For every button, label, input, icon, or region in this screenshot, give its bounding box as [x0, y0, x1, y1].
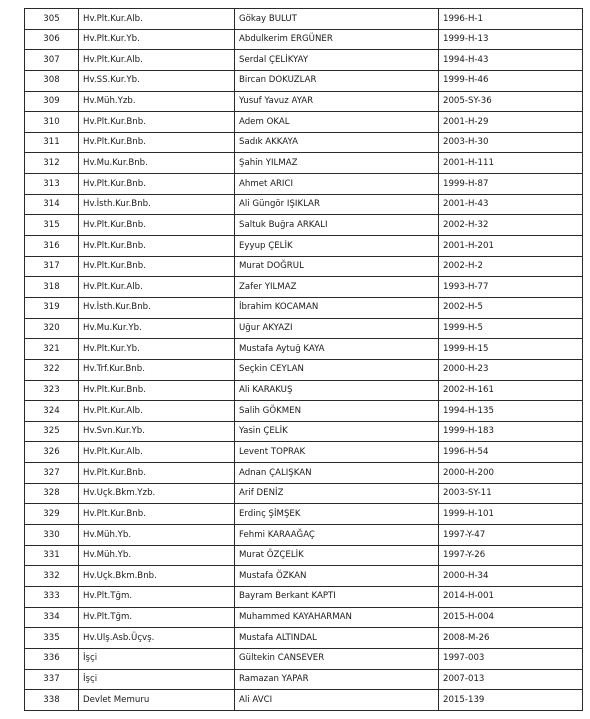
table-row — [25, 380, 583, 401]
name-cell: Fehmi KARAAĞAÇ — [235, 525, 439, 546]
rank-cell: Hv.Plt.Kur.Alb. — [79, 442, 235, 463]
row-number-cell: 327 — [25, 463, 79, 484]
rank-cell: Hv.Plt.Kur.Alb. — [79, 9, 235, 30]
registry-number-cell: 1994-H-43 — [439, 50, 583, 71]
registry-number-cell: 2001-H-111 — [439, 153, 583, 174]
registry-number-cell: 2014-H-001 — [439, 586, 583, 607]
table-row — [25, 607, 583, 628]
name-cell: Mustafa ÖZKAN — [235, 566, 439, 587]
table-row — [25, 442, 583, 463]
registry-number-cell: 2002-H-2 — [439, 256, 583, 277]
table-row — [25, 669, 583, 690]
name-cell: Ali Güngör IŞIKLAR — [235, 194, 439, 215]
name-cell: Yusuf Yavuz AYAR — [235, 91, 439, 112]
rank-cell: Hv.Plt.Tğm. — [79, 607, 235, 628]
registry-number-cell: 1999-H-183 — [439, 421, 583, 442]
table-row — [25, 50, 583, 71]
name-cell: Gökay BULUT — [235, 9, 439, 30]
table-row — [25, 236, 583, 257]
name-cell: Gültekin CANSEVER — [235, 648, 439, 669]
rank-cell: Hv.Ulş.Asb.Üçvş. — [79, 628, 235, 649]
row-number-cell: 321 — [25, 339, 79, 360]
table-row — [25, 545, 583, 566]
row-number-cell: 310 — [25, 112, 79, 133]
registry-number-cell: 2015-H-004 — [439, 607, 583, 628]
name-cell: Yasin ÇELİK — [235, 421, 439, 442]
table-row — [25, 215, 583, 236]
name-cell: Abdulkerim ERGÜNER — [235, 29, 439, 50]
registry-number-cell: 2000-H-23 — [439, 359, 583, 380]
name-cell: Saltuk Buğra ARKALI — [235, 215, 439, 236]
row-number-cell: 305 — [25, 9, 79, 30]
name-cell: Salih GÖKMEN — [235, 401, 439, 422]
table-row — [25, 194, 583, 215]
rank-cell: Hv.Plt.Kur.Yb. — [79, 29, 235, 50]
table-row — [25, 421, 583, 442]
rank-cell: Devlet Memuru — [79, 690, 235, 711]
registry-number-cell: 1994-H-135 — [439, 401, 583, 422]
name-cell: Ali AVCI — [235, 690, 439, 711]
row-number-cell: 322 — [25, 359, 79, 380]
table-row — [25, 690, 583, 711]
registry-number-cell: 2003-H-30 — [439, 132, 583, 153]
row-number-cell: 309 — [25, 91, 79, 112]
name-cell: Ramazan YAPAR — [235, 669, 439, 690]
name-cell: Adem OKAL — [235, 112, 439, 133]
registry-number-cell: 1997-Y-47 — [439, 525, 583, 546]
name-cell: Muhammed KAYAHARMAN — [235, 607, 439, 628]
row-number-cell: 328 — [25, 483, 79, 504]
rank-cell: Hv.Mu.Kur.Yb. — [79, 318, 235, 339]
row-number-cell: 334 — [25, 607, 79, 628]
registry-number-cell: 2002-H-32 — [439, 215, 583, 236]
table-row — [25, 359, 583, 380]
row-number-cell: 313 — [25, 174, 79, 195]
rank-cell: Hv.Plt.Kur.Yb. — [79, 339, 235, 360]
row-number-cell: 338 — [25, 690, 79, 711]
rank-cell: Hv.Plt.Tğm. — [79, 586, 235, 607]
row-number-cell: 337 — [25, 669, 79, 690]
rank-cell: Hv.Müh.Yb. — [79, 545, 235, 566]
row-number-cell: 311 — [25, 132, 79, 153]
row-number-cell: 332 — [25, 566, 79, 587]
rank-cell: Hv.Uçk.Bkm.Yzb. — [79, 483, 235, 504]
table-row — [25, 483, 583, 504]
row-number-cell: 330 — [25, 525, 79, 546]
registry-number-cell: 2002-H-5 — [439, 297, 583, 318]
row-number-cell: 329 — [25, 504, 79, 525]
table-row — [25, 297, 583, 318]
table-row — [25, 277, 583, 298]
table-row — [25, 525, 583, 546]
rank-cell: Hv.Müh.Yzb. — [79, 91, 235, 112]
table-row — [25, 504, 583, 525]
rank-cell: Hv.Plt.Kur.Bnb. — [79, 174, 235, 195]
row-number-cell: 308 — [25, 70, 79, 91]
row-number-cell: 316 — [25, 236, 79, 257]
row-number-cell: 331 — [25, 545, 79, 566]
rank-cell: Hv.Mu.Kur.Bnb. — [79, 153, 235, 174]
name-cell: Bircan DOKUZLAR — [235, 70, 439, 91]
table-row — [25, 401, 583, 422]
name-cell: Murat ÖZÇELİK — [235, 545, 439, 566]
rank-cell: Hv.Plt.Kur.Bnb. — [79, 256, 235, 277]
row-number-cell: 324 — [25, 401, 79, 422]
registry-number-cell: 2001-H-201 — [439, 236, 583, 257]
table-row — [25, 586, 583, 607]
registry-number-cell: 1993-H-77 — [439, 277, 583, 298]
name-cell: Eyyup ÇELİK — [235, 236, 439, 257]
registry-number-cell: 2001-H-29 — [439, 112, 583, 133]
table-row — [25, 318, 583, 339]
rank-cell: Hv.Svn.Kur.Yb. — [79, 421, 235, 442]
name-cell: Bayram Berkant KAPTI — [235, 586, 439, 607]
name-cell: Erdinç ŞİMŞEK — [235, 504, 439, 525]
rank-cell: Hv.Plt.Kur.Bnb. — [79, 463, 235, 484]
rank-cell: Hv.Plt.Kur.Alb. — [79, 401, 235, 422]
rank-cell: Hv.Müh.Yb. — [79, 525, 235, 546]
registry-number-cell: 2005-SY-36 — [439, 91, 583, 112]
table-row — [25, 91, 583, 112]
row-number-cell: 326 — [25, 442, 79, 463]
registry-number-cell: 2002-H-161 — [439, 380, 583, 401]
registry-number-cell: 2015-139 — [439, 690, 583, 711]
row-number-cell: 336 — [25, 648, 79, 669]
row-number-cell: 323 — [25, 380, 79, 401]
row-number-cell: 315 — [25, 215, 79, 236]
table-row — [25, 112, 583, 133]
table-row — [25, 132, 583, 153]
registry-number-cell: 2000-H-34 — [439, 566, 583, 587]
name-cell: Ahmet ARICI — [235, 174, 439, 195]
row-number-cell: 320 — [25, 318, 79, 339]
table-row — [25, 9, 583, 30]
rank-cell: Hv.Trf.Kur.Bnb. — [79, 359, 235, 380]
rank-cell: Hv.İsth.Kur.Bnb. — [79, 297, 235, 318]
name-cell: Ali KARAKUŞ — [235, 380, 439, 401]
rank-cell: İşçi — [79, 669, 235, 690]
registry-number-cell: 2008-M-26 — [439, 628, 583, 649]
rank-cell: Hv.Plt.Kur.Bnb. — [79, 112, 235, 133]
registry-number-cell: 1999-H-46 — [439, 70, 583, 91]
document-page — [24, 8, 582, 711]
row-number-cell: 325 — [25, 421, 79, 442]
rank-cell: Hv.SS.Kur.Yb. — [79, 70, 235, 91]
registry-number-cell: 1996-H-1 — [439, 9, 583, 30]
name-cell: Mustafa Aytuğ KAYA — [235, 339, 439, 360]
rank-cell: Hv.Plt.Kur.Bnb. — [79, 215, 235, 236]
table-row — [25, 628, 583, 649]
rank-cell: Hv.Plt.Kur.Alb. — [79, 277, 235, 298]
registry-number-cell: 1996-H-54 — [439, 442, 583, 463]
registry-number-cell: 1997-003 — [439, 648, 583, 669]
table-row — [25, 256, 583, 277]
row-number-cell: 307 — [25, 50, 79, 71]
rank-cell: Hv.İsth.Kur.Bnb. — [79, 194, 235, 215]
table-row — [25, 153, 583, 174]
name-cell: Uğur AKYAZI — [235, 318, 439, 339]
name-cell: Şahin YILMAZ — [235, 153, 439, 174]
row-number-cell: 318 — [25, 277, 79, 298]
table-row — [25, 566, 583, 587]
name-cell: İbrahim KOCAMAN — [235, 297, 439, 318]
personnel-table-body — [25, 9, 583, 711]
row-number-cell: 314 — [25, 194, 79, 215]
registry-number-cell: 1999-H-87 — [439, 174, 583, 195]
row-number-cell: 317 — [25, 256, 79, 277]
registry-number-cell: 2007-013 — [439, 669, 583, 690]
row-number-cell: 335 — [25, 628, 79, 649]
name-cell: Arif DENİZ — [235, 483, 439, 504]
table-row — [25, 648, 583, 669]
table-row — [25, 339, 583, 360]
name-cell: Mustafa ALTINDAL — [235, 628, 439, 649]
name-cell: Levent TOPRAK — [235, 442, 439, 463]
registry-number-cell: 2000-H-200 — [439, 463, 583, 484]
table-row — [25, 29, 583, 50]
registry-number-cell: 1997-Y-26 — [439, 545, 583, 566]
name-cell: Zafer YILMAZ — [235, 277, 439, 298]
rank-cell: Hv.Plt.Kur.Bnb. — [79, 504, 235, 525]
registry-number-cell: 2003-SY-11 — [439, 483, 583, 504]
personnel-table — [24, 8, 583, 711]
rank-cell: Hv.Plt.Kur.Alb. — [79, 50, 235, 71]
name-cell: Murat DOĞRUL — [235, 256, 439, 277]
name-cell: Adnan ÇALIŞKAN — [235, 463, 439, 484]
table-row — [25, 463, 583, 484]
registry-number-cell: 1999-H-15 — [439, 339, 583, 360]
row-number-cell: 333 — [25, 586, 79, 607]
registry-number-cell: 1999-H-101 — [439, 504, 583, 525]
row-number-cell: 312 — [25, 153, 79, 174]
rank-cell: Hv.Plt.Kur.Bnb. — [79, 380, 235, 401]
registry-number-cell: 2001-H-43 — [439, 194, 583, 215]
row-number-cell: 319 — [25, 297, 79, 318]
name-cell: Serdal ÇELİKYAY — [235, 50, 439, 71]
name-cell: Seçkin CEYLAN — [235, 359, 439, 380]
rank-cell: Hv.Uçk.Bkm.Bnb. — [79, 566, 235, 587]
table-row — [25, 174, 583, 195]
rank-cell: İşçi — [79, 648, 235, 669]
table-row — [25, 70, 583, 91]
name-cell: Sadık AKKAYA — [235, 132, 439, 153]
rank-cell: Hv.Plt.Kur.Bnb. — [79, 236, 235, 257]
registry-number-cell: 1999-H-13 — [439, 29, 583, 50]
rank-cell: Hv.Plt.Kur.Bnb. — [79, 132, 235, 153]
row-number-cell: 306 — [25, 29, 79, 50]
registry-number-cell: 1999-H-5 — [439, 318, 583, 339]
